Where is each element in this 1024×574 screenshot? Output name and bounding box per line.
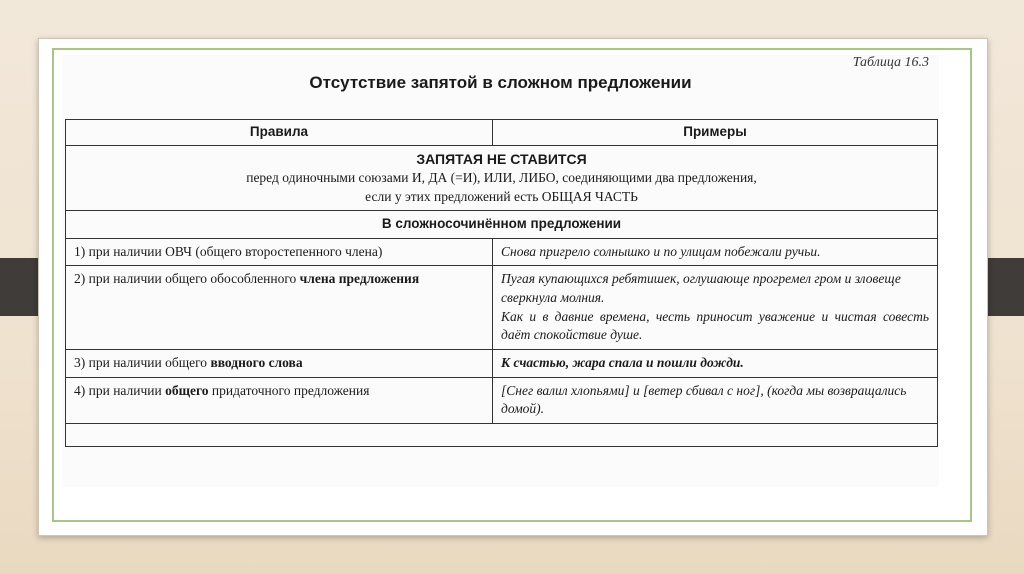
scan-fade xyxy=(62,467,939,487)
notice-cell xyxy=(66,145,938,211)
header-rules: Правила xyxy=(66,120,493,146)
example-2 xyxy=(493,266,938,350)
notice-title: ЗАПЯТАЯ НЕ СТАВИТСЯ xyxy=(416,150,587,167)
rule-2-text: 2) при наличии общего обособленного xyxy=(74,271,300,287)
section-title: В сложносочинённом предложении xyxy=(66,211,938,239)
rule-4-text: 4) при наличии xyxy=(74,382,166,398)
header-examples: Примеры xyxy=(493,120,938,146)
rule-4-text-end: придаточного предложения xyxy=(208,382,370,398)
notice-row xyxy=(66,145,938,211)
slide xyxy=(38,38,988,536)
example-2b: Как и в давние времена, честь приносит уважение и чистая совесть даёт спокойствие душе. xyxy=(501,308,929,343)
rule-4 xyxy=(66,377,493,423)
example-3: К счастью, жара спала и пошли дожди. xyxy=(493,349,938,377)
cut-cell xyxy=(66,423,938,446)
example-2a: Пугая купающихся ребятишек, оглушающе прогремел гром и зловеще сверкнула молния. xyxy=(501,271,901,306)
cut-row xyxy=(66,423,938,446)
example-1: Снова пригрело солнышко и по улицам побежали ручьи. xyxy=(493,238,938,266)
rule-3-bold: вводного слова xyxy=(210,354,303,370)
rule-1: 1) при наличии ОВЧ (общего второстепенного члена) xyxy=(66,238,493,266)
table-row xyxy=(66,349,938,377)
example-4: [Снег валил хлопьями] и [ветер сбивал с ног], (когда мы возвращались домой). xyxy=(493,377,938,423)
table-row xyxy=(66,238,938,266)
notice-line-1: перед одиночными союзами И, ДА (=И), ИЛИ, ЛИБО, соединяющими два предложения, xyxy=(246,169,757,185)
table-row xyxy=(66,266,938,350)
rule-3-text: 3) при наличии общего xyxy=(74,354,211,370)
rule-2 xyxy=(66,266,493,350)
table-number: Таблица 16.3 xyxy=(852,55,929,70)
rule-4-bold: общего xyxy=(165,382,209,398)
table-row xyxy=(66,377,938,423)
rules-table xyxy=(65,119,938,447)
notice-line-2: если у этих предложений есть ОБЩАЯ ЧАСТЬ xyxy=(365,188,638,204)
document-scan xyxy=(62,55,939,487)
rule-3 xyxy=(66,349,493,377)
page-title: Отсутствие запятой в сложном предложении xyxy=(309,73,692,92)
rule-2-bold: члена предложения xyxy=(299,271,420,287)
header-row xyxy=(66,120,938,146)
section-row xyxy=(66,211,938,239)
